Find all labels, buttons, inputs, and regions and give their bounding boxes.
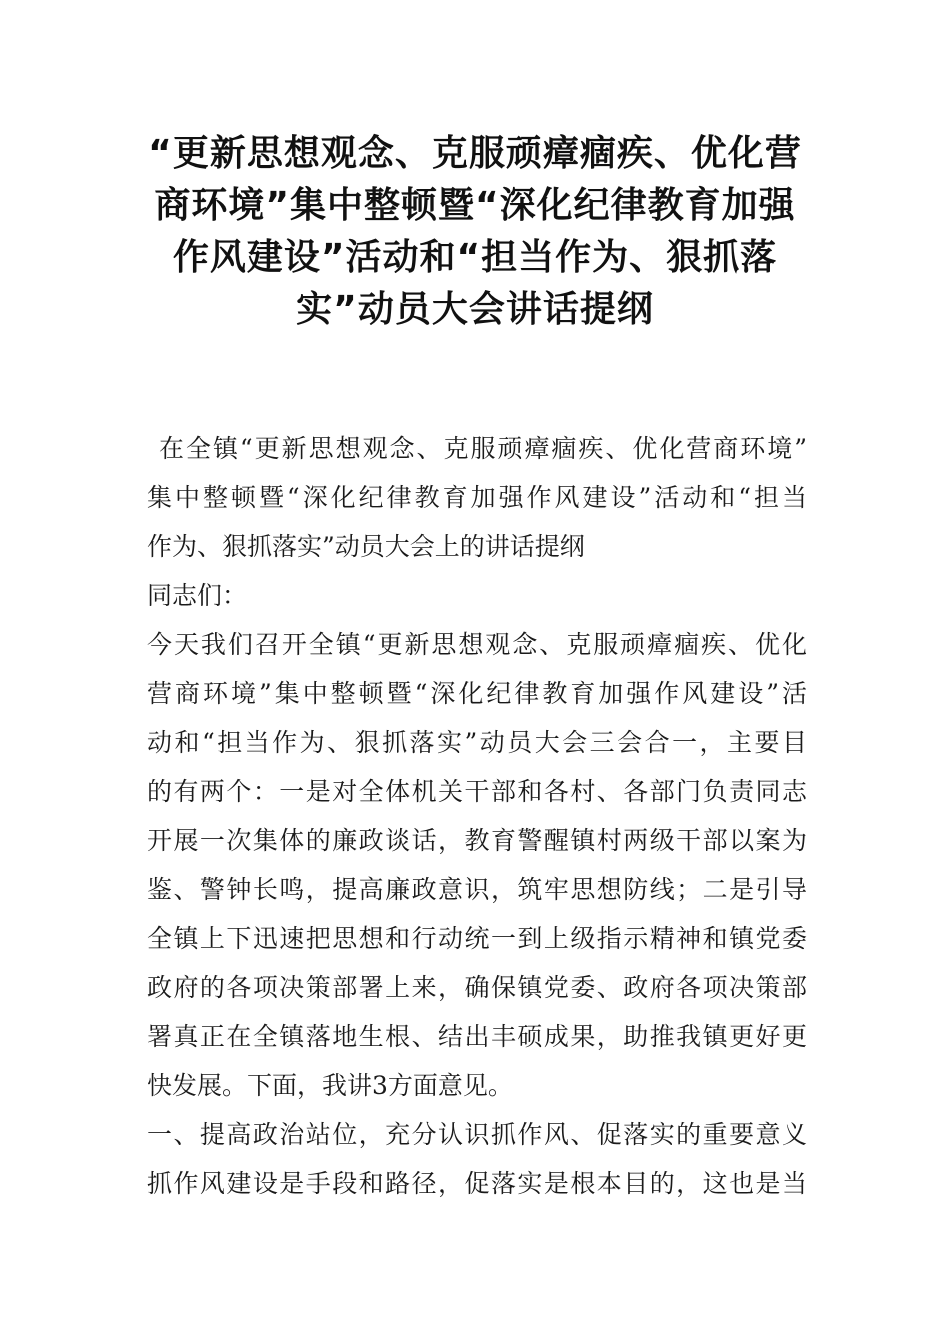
intro-paragraph-line: 动和“担当作为、狠抓落实”动员大会三会合一，主要目 — [147, 728, 807, 757]
intro-paragraph-line: 政府的各项决策部署上来，确保镇党委、政府各项决策部 — [147, 973, 807, 1002]
document-title — [145, 128, 805, 336]
intro-paragraph-line: 开展一次集体的廉政谈话，教育警醒镇村两级干部以案为 — [147, 826, 807, 855]
subtitle-line: 在全镇“更新思想观念、克服顽瘴痼疾、优化营商环境” — [159, 434, 807, 463]
intro-paragraph-line: 的有两个：一是对全体机关干部和各村、各部门负责同志 — [147, 777, 807, 806]
title-line: “更新思想观念、克服顽瘴痼疾、优化营 — [148, 133, 802, 174]
document-body — [147, 424, 807, 1208]
intro-paragraph-line: 今天我们召开全镇“更新思想观念、克服顽瘴痼疾、优化 — [147, 630, 807, 659]
intro-paragraph-line: 署真正在全镇落地生根、结出丰硕成果，助推我镇更好更 — [147, 1022, 807, 1051]
salutation: 同志们： — [147, 581, 248, 610]
subtitle-line: 作为、狠抓落实”动员大会上的讲话提纲 — [147, 532, 585, 561]
intro-paragraph-line: 快发展。下面，我讲3方面意见。 — [147, 1071, 513, 1100]
subtitle-line: 集中整顿暨“深化纪律教育加强作风建设”活动和“担当 — [147, 483, 807, 512]
section-paragraph-line: 抓作风建设是手段和路径，促落实是根本目的，这也是当 — [147, 1169, 807, 1198]
title-line: 商环境”集中整顿暨“深化纪律教育加强 — [154, 185, 796, 226]
intro-paragraph-line: 全镇上下迅速把思想和行动统一到上级指示精神和镇党委 — [147, 924, 807, 953]
intro-paragraph-line: 鉴、警钟长鸣，提高廉政意识，筑牢思想防线；二是引导 — [147, 875, 807, 904]
title-line: 实”动员大会讲话提纲 — [296, 289, 654, 330]
section-heading: 一、提高政治站位，充分认识抓作风、促落实的重要意义 — [147, 1120, 807, 1149]
title-line: 作风建设”活动和“担当作为、狠抓落 — [172, 237, 778, 278]
intro-paragraph-line: 营商环境”集中整顿暨“深化纪律教育加强作风建设”活 — [147, 679, 807, 708]
